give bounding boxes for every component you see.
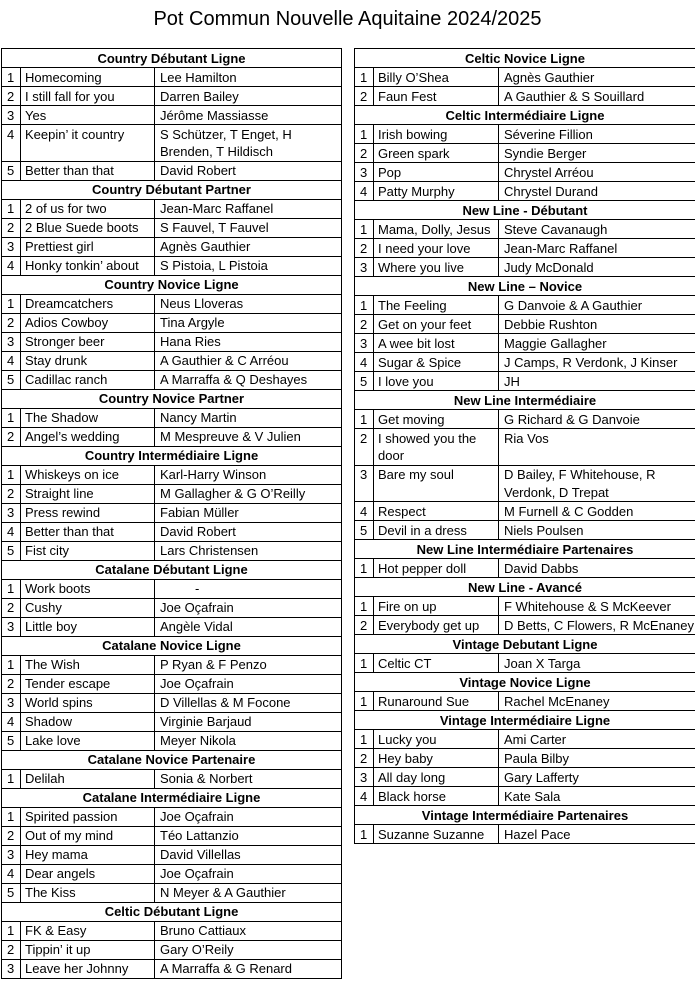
choreographer: Joe Oçafrain xyxy=(160,676,234,691)
row-number: 3 xyxy=(355,258,374,276)
dance-title: Mama, Dolly, Jesus xyxy=(374,220,499,238)
row-number: 4 xyxy=(355,182,374,200)
table-row xyxy=(355,654,695,673)
dance-title: The Kiss xyxy=(21,884,155,902)
choreographer: Gary Lafferty xyxy=(504,769,579,785)
choreographer: D Bailey, F Whitehouse, R Verdonk, D Trepat xyxy=(504,467,656,500)
row-number: 5 xyxy=(355,521,374,539)
choreographer: - xyxy=(195,581,200,596)
choreographer: J Camps, R Verdonk, J Kinser xyxy=(504,354,678,370)
dance-title: Honky tonkin’ about xyxy=(21,257,155,275)
dance-title: World spins xyxy=(21,694,155,712)
table-row xyxy=(2,694,341,713)
choreographer: Agnès Gauthier xyxy=(160,239,251,254)
choreographer: G Richard & G Danvoie xyxy=(504,411,640,427)
choreographer: Chrystel Arréou xyxy=(504,164,594,180)
section-header-new-line-novice: New Line – Novice xyxy=(355,277,695,296)
table-row xyxy=(355,502,695,521)
table-row xyxy=(2,960,341,979)
choreographer: Joe Oçafrain xyxy=(160,600,234,615)
row-number: 4 xyxy=(2,523,21,541)
row-number: 2 xyxy=(2,428,21,446)
dance-title: Suzanne Suzanne xyxy=(374,825,499,843)
row-number: 1 xyxy=(355,825,374,843)
choreographer: M Mespreuve & V Julien xyxy=(160,429,301,444)
choreographer: JH xyxy=(504,373,520,389)
row-number: 3 xyxy=(2,106,21,124)
choreographer: Séverine Fillion xyxy=(504,126,593,142)
section-header-new-line-intermediaire: New Line Intermédiaire xyxy=(355,391,695,410)
page-title: Pot Commun Nouvelle Aquitaine 2024/2025 xyxy=(153,8,542,30)
choreographer: Joe Oçafrain xyxy=(160,866,234,881)
table-row xyxy=(2,409,341,428)
table-row xyxy=(2,333,341,352)
table-row xyxy=(2,125,341,162)
section-header-new-line-intermediaire-partenaires: New Line Intermédiaire Partenaires xyxy=(355,540,695,559)
dance-title: Cadillac ranch xyxy=(21,371,155,389)
row-number: 2 xyxy=(2,675,21,693)
row-number: 3 xyxy=(2,846,21,864)
row-number: 4 xyxy=(355,353,374,371)
choreographer: Kate Sala xyxy=(504,788,561,804)
table-row xyxy=(355,353,695,372)
row-number: 1 xyxy=(355,559,374,577)
table-row xyxy=(355,220,695,239)
table-row xyxy=(2,523,341,542)
dance-title: 2 Blue Suede boots xyxy=(21,219,155,237)
table-row xyxy=(355,315,695,334)
row-number: 5 xyxy=(2,732,21,750)
table-row xyxy=(2,599,341,618)
dance-title: FK & Easy xyxy=(21,922,155,940)
dance-title: Little boy xyxy=(21,618,155,636)
table-row xyxy=(355,559,695,578)
choreographer: David Dabbs xyxy=(504,560,579,576)
table-row xyxy=(2,68,341,87)
dance-title: Press rewind xyxy=(21,504,155,522)
row-number: 1 xyxy=(2,580,21,598)
choreographer: Hazel Pace xyxy=(504,826,571,842)
table-row xyxy=(355,429,695,466)
choreographer: Judy McDonald xyxy=(504,259,594,275)
dance-title: All day long xyxy=(374,768,499,786)
row-number: 1 xyxy=(2,295,21,313)
choreographer: A Marraffa & G Renard xyxy=(160,961,292,976)
table-row xyxy=(355,616,695,635)
row-number: 4 xyxy=(355,502,374,520)
row-number: 1 xyxy=(355,220,374,238)
choreographer: Meyer Nikola xyxy=(160,733,236,748)
dance-title: Shadow xyxy=(21,713,155,731)
row-number: 4 xyxy=(2,352,21,370)
row-number: 2 xyxy=(355,429,374,465)
row-number: 3 xyxy=(2,694,21,712)
dance-title: Tippin’ it up xyxy=(21,941,155,959)
section-header-vintage-intermediaire-partenaires: Vintage Intermédiaire Partenaires xyxy=(355,806,695,825)
table-row xyxy=(2,656,341,675)
section-header-new-line-avance: New Line - Avancé xyxy=(355,578,695,597)
section-header-catalane-debutant-ligne: Catalane Débutant Ligne xyxy=(2,561,341,580)
row-number: 5 xyxy=(2,542,21,560)
choreographer: Lee Hamilton xyxy=(160,69,237,85)
choreographer: David Villellas xyxy=(160,847,241,862)
table-row xyxy=(2,922,341,941)
dance-title: Stronger beer xyxy=(21,333,155,351)
table-row xyxy=(355,521,695,540)
table-row xyxy=(355,372,695,391)
table-row xyxy=(2,352,341,371)
dance-title: Billy O’Shea xyxy=(374,68,499,86)
choreographer: Rachel McEnaney xyxy=(504,693,610,709)
choreographer: G Danvoie & A Gauthier xyxy=(504,297,643,313)
choreographer: Jean-Marc Raffanel xyxy=(504,240,618,256)
choreographer: Sonia & Norbert xyxy=(160,771,253,786)
dance-title: Spirited passion xyxy=(21,808,155,826)
dance-title: The Shadow xyxy=(21,409,155,427)
section-header-celtic-intermediaire-ligne: Celtic Intermédiaire Ligne xyxy=(355,106,695,125)
choreographer: P Ryan & F Penzo xyxy=(160,657,267,672)
table-row xyxy=(355,258,695,277)
choreographer: Syndie Berger xyxy=(504,145,587,161)
table-row xyxy=(2,238,341,257)
table-row xyxy=(2,827,341,846)
choreographer: Joe Oçafrain xyxy=(160,809,234,824)
dance-title: Everybody get up xyxy=(374,616,499,634)
dance-title: Lucky you xyxy=(374,730,499,748)
table-row xyxy=(2,257,341,276)
dance-title: Respect xyxy=(374,502,499,520)
choreographer: Maggie Gallagher xyxy=(504,335,607,351)
table-row xyxy=(355,768,695,787)
row-number: 1 xyxy=(2,200,21,218)
table-row xyxy=(2,808,341,827)
dance-title: Green spark xyxy=(374,144,499,162)
table-row xyxy=(2,466,341,485)
table-row xyxy=(2,428,341,447)
choreographer: Fabian Müller xyxy=(160,505,239,520)
dance-title: Celtic CT xyxy=(374,654,499,672)
table-row xyxy=(2,295,341,314)
dance-title: Pop xyxy=(374,163,499,181)
dance-title: Hey baby xyxy=(374,749,499,767)
row-number: 2 xyxy=(355,749,374,767)
row-number: 1 xyxy=(2,922,21,940)
table-row xyxy=(2,770,341,789)
choreographer: M Gallagher & G O’Reilly xyxy=(160,486,306,501)
dance-title: The Wish xyxy=(21,656,155,674)
row-number: 4 xyxy=(2,865,21,883)
row-number: 2 xyxy=(2,827,21,845)
table-row xyxy=(2,485,341,504)
row-number: 3 xyxy=(2,504,21,522)
row-number: 4 xyxy=(2,713,21,731)
row-number: 2 xyxy=(2,314,21,332)
choreographer: Darren Bailey xyxy=(160,88,239,104)
left-table xyxy=(1,48,342,979)
choreographer: F Whitehouse & S McKeever xyxy=(504,598,671,614)
dance-title: Delilah xyxy=(21,770,155,788)
dance-title: Get on your feet xyxy=(374,315,499,333)
section-header-country-debutant-ligne: Country Débutant Ligne xyxy=(2,49,341,68)
table-row xyxy=(2,865,341,884)
choreographer: A Marraffa & Q Deshayes xyxy=(160,372,308,387)
row-number: 1 xyxy=(355,125,374,143)
section-header-new-line-debutant: New Line - Débutant xyxy=(355,201,695,220)
table-row xyxy=(2,200,341,219)
row-number: 4 xyxy=(2,125,21,161)
dance-title: Bare my soul xyxy=(374,466,499,502)
choreographer: Téo Lattanzio xyxy=(160,828,239,843)
table-row xyxy=(2,371,341,390)
row-number: 5 xyxy=(355,372,374,390)
table-row xyxy=(355,597,695,616)
table-row xyxy=(2,219,341,238)
dance-title: Keepin’ it country xyxy=(21,125,155,161)
row-number: 3 xyxy=(2,238,21,256)
row-number: 1 xyxy=(355,654,374,672)
choreographer: Agnès Gauthier xyxy=(504,69,595,85)
dance-title: Whiskeys on ice xyxy=(21,466,155,484)
choreographer: Tina Argyle xyxy=(160,315,225,330)
row-number: 2 xyxy=(2,219,21,237)
row-number: 1 xyxy=(355,692,374,710)
table-row xyxy=(2,106,341,125)
row-number: 3 xyxy=(355,466,374,502)
section-header-catalane-novice-ligne: Catalane Novice Ligne xyxy=(2,637,341,656)
table-row xyxy=(355,144,695,163)
dance-title: I still fall for you xyxy=(21,87,155,105)
table-row xyxy=(355,239,695,258)
choreographer: Hana Ries xyxy=(160,334,221,349)
row-number: 2 xyxy=(2,599,21,617)
table-row xyxy=(355,825,695,844)
dance-title: Hey mama xyxy=(21,846,155,864)
table-row xyxy=(355,296,695,315)
dance-title: Where you live xyxy=(374,258,499,276)
table-row xyxy=(2,884,341,903)
row-number: 3 xyxy=(2,960,21,978)
dance-title: I need your love xyxy=(374,239,499,257)
table-row xyxy=(2,618,341,637)
table-row xyxy=(355,125,695,144)
choreographer: Neus Lloveras xyxy=(160,296,244,311)
choreographer: Bruno Cattiaux xyxy=(160,923,246,938)
dance-title: Stay drunk xyxy=(21,352,155,370)
table-row xyxy=(355,68,695,87)
choreographer: S Fauvel, T Fauvel xyxy=(160,220,269,235)
table-row xyxy=(2,87,341,106)
dance-title: Black horse xyxy=(374,787,499,805)
dance-title: I love you xyxy=(374,372,499,390)
row-number: 5 xyxy=(2,884,21,902)
row-number: 1 xyxy=(355,296,374,314)
choreographer: Gary O’Reily xyxy=(160,942,234,957)
section-header-celtic-novice-ligne: Celtic Novice Ligne xyxy=(355,49,695,68)
choreographer: D Villellas & M Focone xyxy=(160,695,291,710)
dance-title: Out of my mind xyxy=(21,827,155,845)
choreographer: David Robert xyxy=(160,163,236,178)
dance-title: Work boots xyxy=(21,580,155,598)
row-number: 4 xyxy=(355,787,374,805)
row-number: 1 xyxy=(2,68,21,86)
choreographer: Angèle Vidal xyxy=(160,619,233,634)
dance-title: Patty Murphy xyxy=(374,182,499,200)
dance-title: Irish bowing xyxy=(374,125,499,143)
choreographer: Nancy Martin xyxy=(160,410,237,425)
table-row xyxy=(2,941,341,960)
row-number: 1 xyxy=(355,410,374,428)
dance-title: Devil in a dress xyxy=(374,521,499,539)
row-number: 1 xyxy=(2,808,21,826)
row-number: 1 xyxy=(2,770,21,788)
choreographer: Jérôme Massiasse xyxy=(160,107,269,123)
table-row xyxy=(355,787,695,806)
dance-title: Runaround Sue xyxy=(374,692,499,710)
dance-title: Cushy xyxy=(21,599,155,617)
row-number: 2 xyxy=(355,239,374,257)
table-row xyxy=(355,334,695,353)
row-number: 1 xyxy=(355,68,374,86)
choreographer: Ria Vos xyxy=(504,430,549,446)
choreographer: Jean-Marc Raffanel xyxy=(160,201,274,216)
dance-title: A wee bit lost xyxy=(374,334,499,352)
choreographer: D Betts, C Flowers, R McEnaney xyxy=(504,617,694,633)
row-number: 2 xyxy=(2,941,21,959)
choreographer: A Gauthier & S Souillard xyxy=(504,88,645,104)
dance-title: Fist city xyxy=(21,542,155,560)
table-row xyxy=(2,162,341,181)
row-number: 3 xyxy=(2,333,21,351)
choreographer: Chrystel Durand xyxy=(504,183,598,199)
choreographer: Virginie Barjaud xyxy=(160,714,252,729)
row-number: 2 xyxy=(355,315,374,333)
table-row xyxy=(355,692,695,711)
choreographer: A Gauthier & C Arréou xyxy=(160,353,289,368)
row-number: 1 xyxy=(2,409,21,427)
choreographer: N Meyer & A Gauthier xyxy=(160,885,286,900)
row-number: 2 xyxy=(2,87,21,105)
choreographer: S Pistoia, L Pistoia xyxy=(160,258,268,273)
dance-title: Tender escape xyxy=(21,675,155,693)
row-number: 5 xyxy=(2,162,21,180)
dance-title: 2 of us for two xyxy=(21,200,155,218)
dance-title: Get moving xyxy=(374,410,499,428)
table-row xyxy=(355,182,695,201)
table-row xyxy=(355,87,695,106)
section-header-catalane-novice-partenaire: Catalane Novice Partenaire xyxy=(2,751,341,770)
choreographer: Debbie Rushton xyxy=(504,316,598,332)
dance-title: Lake love xyxy=(21,732,155,750)
row-number: 1 xyxy=(2,656,21,674)
table-row xyxy=(2,846,341,865)
dance-title: Straight line xyxy=(21,485,155,503)
section-header-country-debutant-partner: Country Débutant Partner xyxy=(2,181,341,200)
section-header-country-novice-ligne: Country Novice Ligne xyxy=(2,276,341,295)
dance-title: Prettiest girl xyxy=(21,238,155,256)
dance-title: Homecoming xyxy=(21,68,155,86)
section-header-country-novice-partner: Country Novice Partner xyxy=(2,390,341,409)
dance-title: Adios Cowboy xyxy=(21,314,155,332)
table-row xyxy=(2,504,341,523)
dance-title: Hot pepper doll xyxy=(374,559,499,577)
section-header-country-intermediaire-ligne: Country Intermédiaire Ligne xyxy=(2,447,341,466)
dance-title: Yes xyxy=(21,106,155,124)
row-number: 2 xyxy=(355,144,374,162)
table-row xyxy=(355,466,695,503)
section-header-vintage-intermediaire-ligne: Vintage Intermédiaire Ligne xyxy=(355,711,695,730)
dance-title: Leave her Johnny xyxy=(21,960,155,978)
table-row xyxy=(355,163,695,182)
dance-title: The Feeling xyxy=(374,296,499,314)
row-number: 2 xyxy=(355,87,374,105)
table-row xyxy=(355,749,695,768)
choreographer: Karl-Harry Winson xyxy=(160,467,267,482)
row-number: 1 xyxy=(355,730,374,748)
row-number: 2 xyxy=(2,485,21,503)
choreographer: Ami Carter xyxy=(504,731,567,747)
choreographer: Joan X Targa xyxy=(504,655,581,671)
row-number: 4 xyxy=(2,257,21,275)
row-number: 5 xyxy=(2,371,21,389)
dance-title: I showed you the door xyxy=(374,429,499,465)
choreographer: Niels Poulsen xyxy=(504,522,584,538)
table-row xyxy=(2,542,341,561)
row-number: 3 xyxy=(355,768,374,786)
table-row xyxy=(355,730,695,749)
row-number: 1 xyxy=(2,466,21,484)
dance-title: Better than that xyxy=(21,162,155,180)
dance-title: Angel’s wedding xyxy=(21,428,155,446)
dance-title: Better than that xyxy=(21,523,155,541)
dance-title: Sugar & Spice xyxy=(374,353,499,371)
choreographer: Steve Cavanaugh xyxy=(504,221,608,237)
row-number: 3 xyxy=(355,163,374,181)
choreographer: S Schützer, T Enget, H Brenden, T Hildisch xyxy=(160,126,292,159)
table-row xyxy=(2,732,341,751)
choreographer: Paula Bilby xyxy=(504,750,570,766)
section-header-vintage-debutant-ligne: Vintage Debutant Ligne xyxy=(355,635,695,654)
dance-title: Dear angels xyxy=(21,865,155,883)
row-number: 3 xyxy=(355,334,374,352)
table-row xyxy=(2,580,341,599)
row-number: 2 xyxy=(355,616,374,634)
section-header-celtic-debutant-ligne: Celtic Débutant Ligne xyxy=(2,903,341,922)
dance-title: Dreamcatchers xyxy=(21,295,155,313)
choreographer: David Robert xyxy=(160,524,236,539)
choreographer: Lars Christensen xyxy=(160,543,259,558)
table-row xyxy=(2,675,341,694)
choreographer: M Furnell & C Godden xyxy=(504,503,634,519)
section-header-catalane-intermediaire-ligne: Catalane Intermédiaire Ligne xyxy=(2,789,341,808)
dance-title: Fire on up xyxy=(374,597,499,615)
table-row xyxy=(2,713,341,732)
dance-title: Faun Fest xyxy=(374,87,499,105)
right-table xyxy=(354,48,695,844)
row-number: 3 xyxy=(2,618,21,636)
row-number: 1 xyxy=(355,597,374,615)
section-header-vintage-novice-ligne: Vintage Novice Ligne xyxy=(355,673,695,692)
table-row xyxy=(2,314,341,333)
table-row xyxy=(355,410,695,429)
